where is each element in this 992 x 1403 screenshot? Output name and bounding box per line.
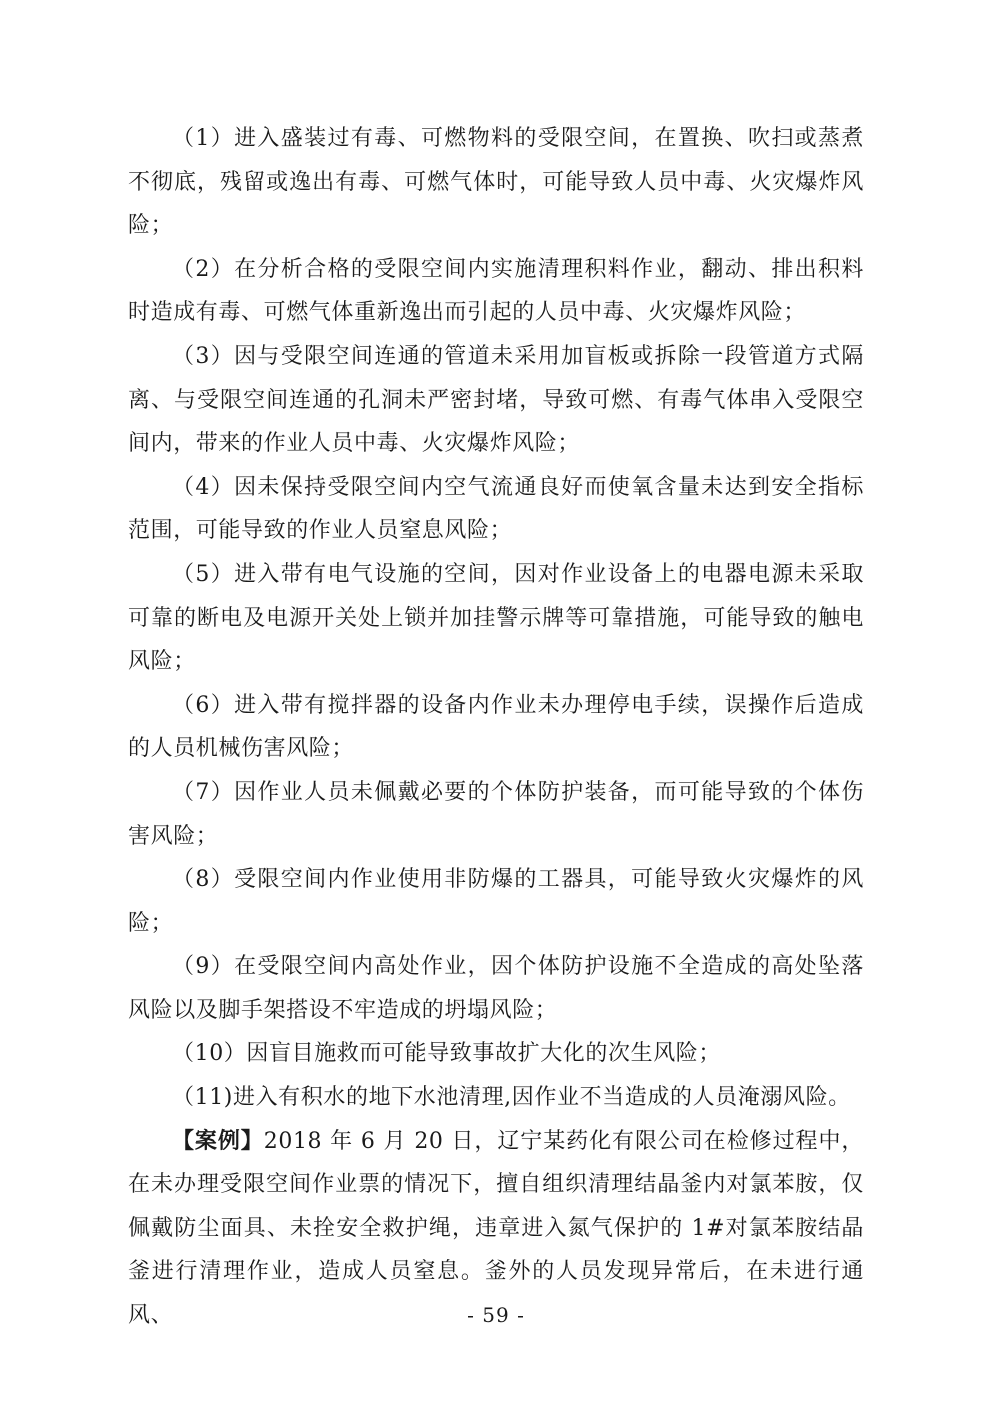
risk-item-8: （8）受限空间内作业使用非防爆的工器具，可能导致火灾爆炸的风险； (128, 867, 864, 936)
risk-item-4: （4）因未保持受限空间内空气流通良好而使氧含量未达到安全指标范围，可能导致的作业人员窒息风险； (128, 474, 864, 544)
risk-item-9: （9）在受限空间内高处作业，因个体防护设施不全造成的高处坠落风险以及脚手架搭设不牢造成的坍塌风险； (128, 954, 864, 1023)
case-label: 【案例】 (172, 1127, 264, 1154)
risk-item-2: （2）在分析合格的受限空间内实施清理积料作业，翻动、排出积料时造成有毒、可燃气体重新逸出而引起的人员中毒、火灾爆炸风险； (128, 256, 864, 326)
document-body (128, 117, 864, 1338)
risk-item-6: （6）进入带有搅拌器的设备内作业未办理停电手续，误操作后造成的人员机械伤害风险； (128, 692, 864, 762)
page-number: - 59 - (467, 1303, 525, 1327)
risk-item-10: （10）因盲目施救而可能导致事故扩大化的次生风险； (172, 1041, 721, 1067)
risk-item-11: （11)进入有积水的地下水池清理,因作业不当造成的人员淹溺风险。 (172, 1085, 851, 1111)
risk-item-7: （7）因作业人员未佩戴必要的个体防护装备，而可能导致的个体伤害风险； (128, 779, 864, 849)
case-text: 2018 年 6 月 20 日，辽宁某药化有限公司在检修过程中，在未办理受限空间作业票的情况下，擅自组织清理结晶釜内对氯苯胺，仅佩戴防尘面具、未拴安全救护绳，违章进入氮气保护的 1#对氯苯胺结晶釜进行清理作业，造成人员窒息。釜外的人员发现异常后，在未进行通风、 (128, 1128, 864, 1329)
risk-item-1: （1）进入盛装过有毒、可燃物料的受限空间，在置换、吹扫或蒸煮不彻底，残留或逸出有毒、可燃气体时，可能导致人员中毒、火灾爆炸风险； (128, 126, 864, 239)
risk-item-3: （3）因与受限空间连通的管道未采用加盲板或拆除一段管道方式隔离、与受限空间连通的孔洞未严密封堵，导致可燃、有毒气体串入受限空间内，带来的作业人员中毒、火灾爆炸风险； (128, 343, 864, 457)
risk-item-5: （5）进入带有电气设施的空间，因对作业设备上的电器电源未采取可靠的断电及电源开关处上锁并加挂警示牌等可靠措施，可能导致的触电风险； (128, 561, 864, 675)
